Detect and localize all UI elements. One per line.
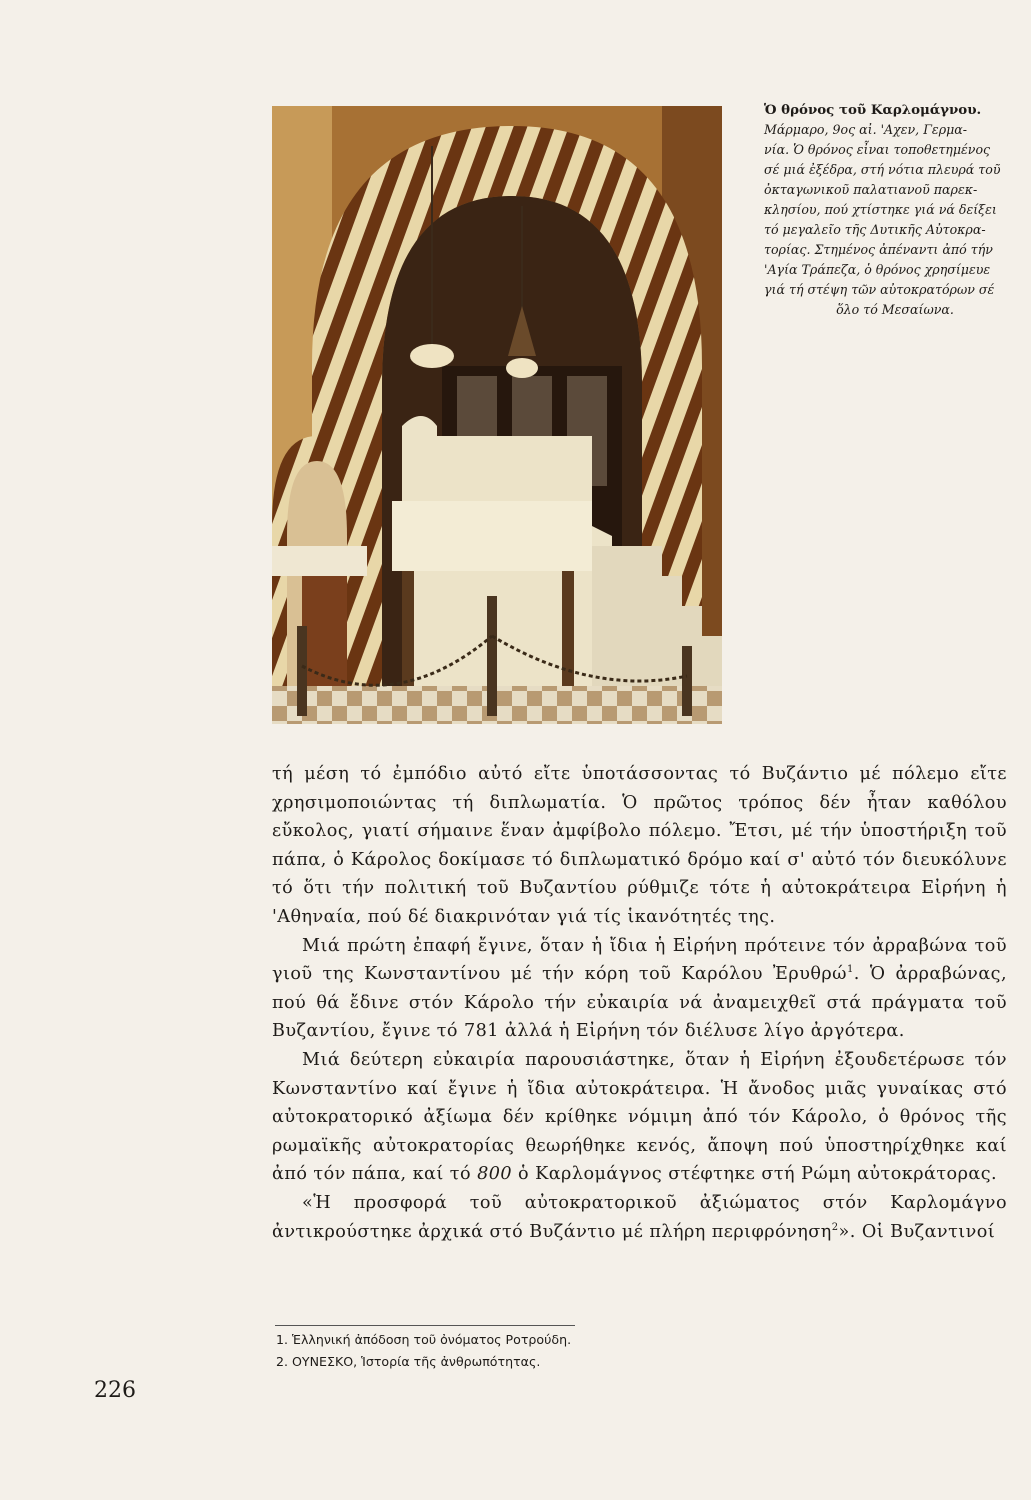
paragraph-3 (272, 1046, 1007, 1189)
paragraph-2-part-b: . Ὁ ἀρραβώνας, πού θά ἔδινε στόν Κάρολο τήν εὐκαιρία νά ἀναμειχθεῖ στά πράγματα τοῦ Βυζαντίου, ἔγινε τό 781 ἀλλά ἡ Εἰρήνη τόν διέλυσε λίγο ἀργότερα. (272, 964, 1008, 1042)
footnotes (276, 1329, 976, 1373)
paragraph-2 (272, 932, 1007, 1046)
paragraph-4-part-a: «Ἡ προσφορά τοῦ αὐτοκρατορικοῦ ἀξιώματος στόν Καρλομάγνο ἀντικρούστηκε ἀρχικά στό Βυζάντιο μέ πλήρη περιφρόνηση (272, 1192, 1007, 1242)
caption-line: γιά τή στέψη τῶν αὐτοκρατόρων σέ (764, 282, 995, 297)
caption-title: Ὁ θρόνος τοῦ Καρλομάγνου. (764, 102, 982, 118)
throne-photo (272, 106, 722, 724)
caption-line: Μάρμαρο, 9ος αἰ. 'Αχεν, Γερμα- (764, 122, 968, 137)
caption-line: ὀκταγωνικοῦ παλατιανοῦ παρεκ- (764, 182, 978, 197)
paragraph-4-part-b: ». Οἱ Βυζαντινοί (838, 1221, 996, 1242)
caption-line: σέ μιά ἐξέδρα, στή νότια πλευρά τοῦ (764, 162, 1001, 177)
year-800: 800 (477, 1164, 512, 1185)
paragraph-3-part-b: ὁ Καρλομάγνος στέφτηκε στή Ρώμη αὐτοκράτορας. (512, 1164, 998, 1185)
footnote-ref-1: 1 (846, 964, 854, 976)
caption-line: τορίας. Στημένος ἀπέναντι ἀπό τήν (764, 242, 993, 257)
throne-icon (272, 106, 722, 724)
page-number: 226 (94, 1378, 136, 1403)
body-text (272, 760, 1007, 1246)
photo-caption (764, 100, 1026, 320)
caption-line: κλησίου, πού χτίστηκε γιά νά δείξει (764, 202, 997, 217)
paragraph-2-part-a: Μιά πρώτη ἐπαφή ἔγινε, ὅταν ἡ ἴδια ἡ Εἰρήνη πρότεινε τόν ἀρραβώνα τοῦ γιοῦ της Κωνσταντίνου μέ τήν κόρη τοῦ Καρόλου Ἐρυθρώ (272, 935, 1007, 985)
footnote-ref-2: 2 (831, 1221, 839, 1233)
footnote-divider (275, 1325, 575, 1326)
paragraph-4 (272, 1189, 1007, 1246)
caption-last-line: ὅλο τό Μεσαίωνα. (836, 302, 954, 317)
footnote-2: 2. ΟΥΝΕΣΚΟ, Ἱστορία τῆς ἀνθρωπότητας. (276, 1354, 541, 1369)
paragraph-3-part-a: Μιά δεύτερη εὐκαιρία παρουσιάστηκε, ὅταν ἡ Εἰρήνη ἐξουδετέρωσε τόν Κωνσταντίνο καί ἔγινε ἡ ἴδια αὐτοκράτειρα. Ἡ ἄνοδος μιᾶς γυναίκας στό αὐτοκρατορικό ἀξίωμα δέν κρίθηκε νόμιμη ἀπό τόν Κάρολο, ὁ θρόνος τῆς ρωμαϊκῆς αὐτοκρατορίας θεωρήθηκε κενός, ἄποψη πού ὑποστηρίχθηκε καί ἀπό τόν πάπα, καί τό (272, 1049, 1007, 1185)
paragraph-1: τή μέση τό ἐμπόδιο αὐτό εἴτε ὑποτάσσοντας τό Βυζάντιο μέ πόλεμο εἴτε χρησιμοποιώντας τή διπλωματία. Ὁ πρῶτος τρόπος δέν ἦταν καθόλου εὔκολος, γιατί σήμαινε ἕναν ἀμφίβολο πόλεμο. Ἔτσι, μέ τήν ὑποστήριξη τοῦ πάπα, ὁ Κάρολος δοκίμασε τό διπλωματικό δρόμο καί σ' αὐτό τόν διευκόλυνε τό ὅτι τήν πολιτική τοῦ Βυζαντίου ρύθμιζε τότε ἡ αὐτοκράτειρα Εἰρήνη ἡ 'Αθηναία, πού δέ διακρινόταν γιά τίς ἱκανότητές της. (272, 764, 1007, 927)
caption-line: νία. Ὁ θρόνος εἶναι τοποθετημένος (764, 142, 991, 157)
caption-line: 'Αγία Τράπεζα, ὁ θρόνος χρησίμευε (764, 262, 991, 277)
caption-line: τό μεγαλεῖο τῆς Δυτικῆς Αὐτοκρα- (764, 222, 986, 237)
footnote-1: 1. Ἑλληνική ἀπόδοση τοῦ ὀνόματος Ροτρούδη. (276, 1332, 572, 1347)
